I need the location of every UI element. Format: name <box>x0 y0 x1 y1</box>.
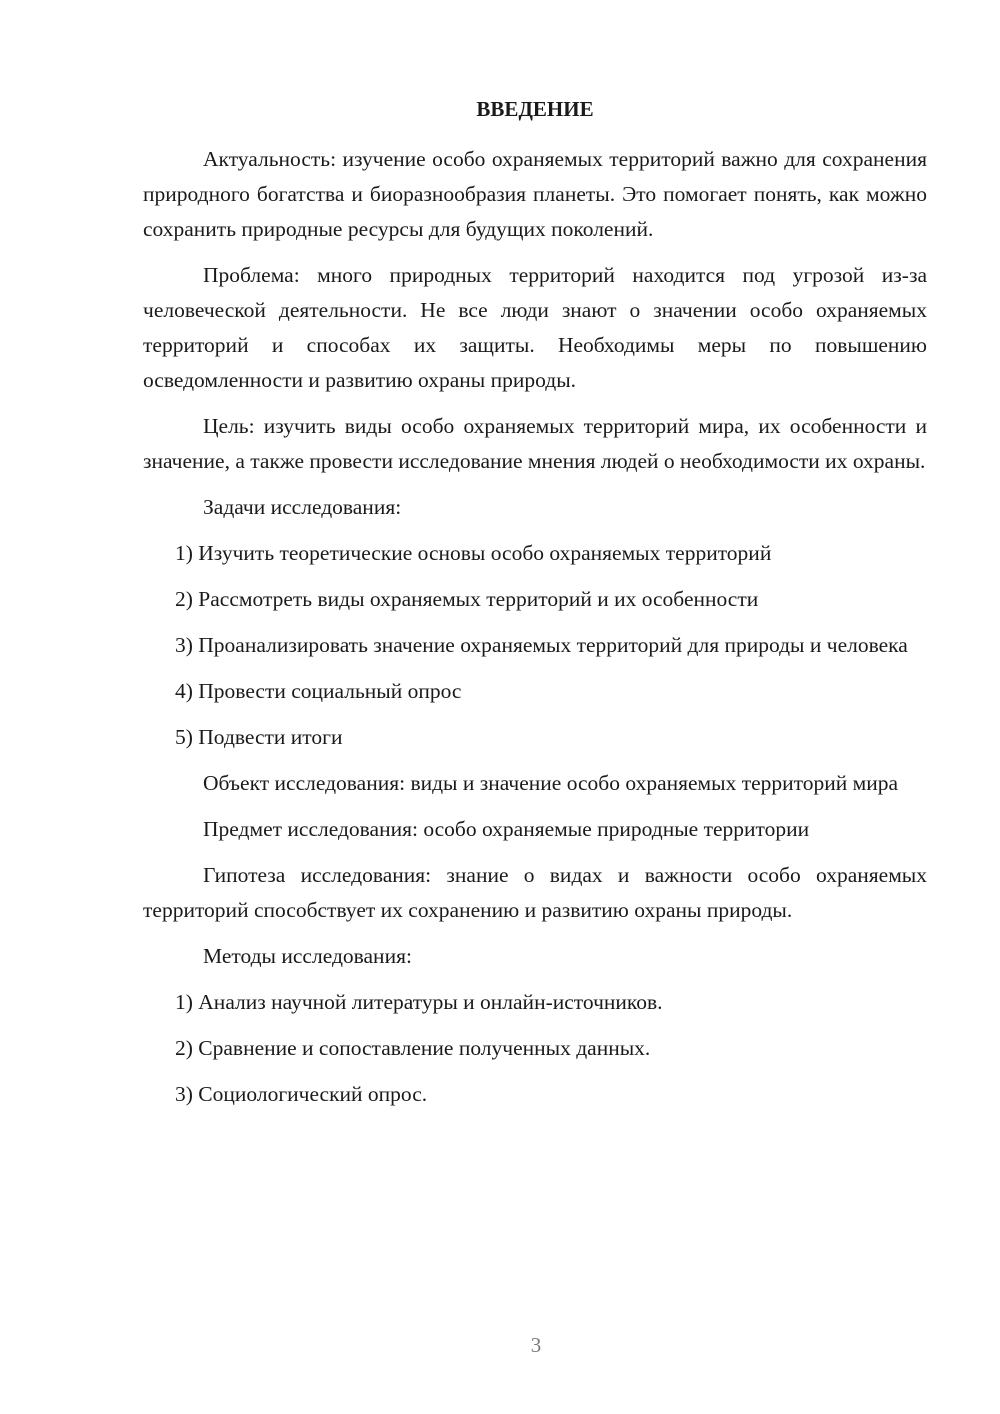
method-item-2: 2) Сравнение и сопоставление полученных данных. <box>175 1036 651 1060</box>
task-item-1: 1) Изучить теоретические основы особо охраняемых территорий <box>175 541 772 565</box>
page-title: ВВЕДЕНИЕ <box>476 97 594 121</box>
method-item-3: 3) Социологический опрос. <box>175 1082 428 1106</box>
task-item-3: 3) Проанализировать значение охраняемых территорий для природы и человека <box>175 633 908 657</box>
methods-heading: Методы исследования: <box>203 944 412 968</box>
document-page <box>143 94 927 1123</box>
hypothesis-paragraph: Гипотеза исследования: знание о видах и важности особо охраняемых территорий способствует их сохранению и развитию охраны природы. <box>143 863 927 922</box>
subject-paragraph: Предмет исследования: особо охраняемые природные территории <box>203 817 810 841</box>
problem-paragraph: Проблема: много природных территорий находится под угрозой из-за человеческой деятельности. Не все люди знают о значении особо охраняемых территорий и способах их защиты. Необходимы меры по повышению осведомленности и развитию охраны природы. <box>143 263 927 392</box>
task-item-4: 4) Провести социальный опрос <box>175 679 462 703</box>
task-item-5: 5) Подвести итоги <box>175 725 343 749</box>
goal-paragraph: Цель: изучить виды особо охраняемых территорий мира, их особенности и значение, а также провести исследование мнения людей о необходимости их охраны. <box>143 414 927 473</box>
object-paragraph: Объект исследования: виды и значение особо охраняемых территорий мира <box>203 771 899 795</box>
tasks-heading: Задачи исследования: <box>203 495 402 519</box>
method-item-1: 1) Анализ научной литературы и онлайн-источников. <box>175 990 663 1014</box>
task-item-2: 2) Рассмотреть виды охраняемых территорий и их особенности <box>175 587 759 611</box>
relevance-paragraph: Актуальность: изучение особо охраняемых территорий важно для сохранения природного богатства и биоразнообразия планеты. Это помогает понять, как можно сохранить природные ресурсы для будущих поколений. <box>143 147 927 241</box>
page-number: 3 <box>530 1333 542 1357</box>
